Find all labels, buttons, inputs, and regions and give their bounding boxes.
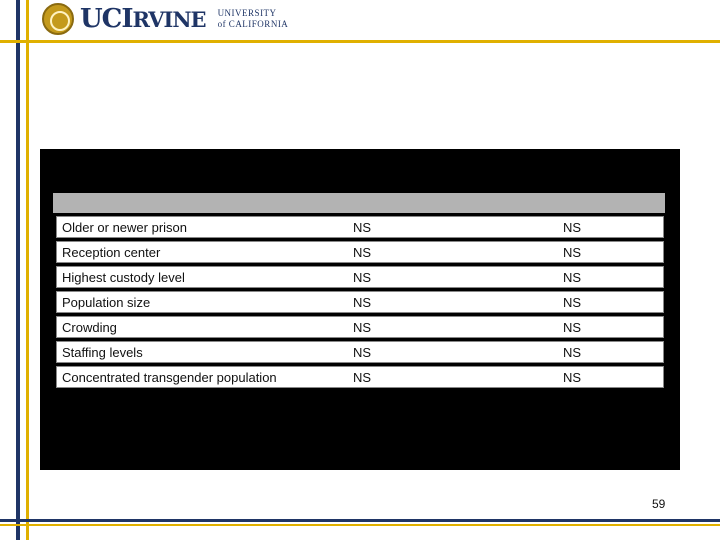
table-row [55, 316, 665, 339]
university-of-california-wordmark: UNIVERSITY of CALIFORNIA [217, 8, 289, 29]
row-value: NS [563, 219, 582, 235]
results-table [55, 216, 665, 389]
uci-logo [42, 3, 288, 35]
table-row [55, 341, 665, 364]
row-value: NS [353, 294, 372, 310]
row-value: NS [563, 244, 582, 260]
row-label: Older or newer prison [62, 219, 187, 235]
row-value: NS [563, 369, 582, 385]
row-value: NS [563, 269, 582, 285]
row-value: NS [353, 369, 372, 385]
uci-wordmark: UCIRVINE [80, 3, 206, 34]
row-value: NS [353, 319, 372, 335]
row-value: NS [353, 269, 372, 285]
bottom-blue-rule [0, 519, 720, 522]
left-blue-rule [16, 0, 20, 540]
row-label: Crowding [62, 319, 117, 335]
row-value: NS [353, 244, 372, 260]
table-row [55, 216, 665, 239]
table-header-bar [53, 193, 665, 213]
table-row [55, 241, 665, 264]
row-label: Population size [62, 294, 151, 310]
uci-seal-icon [42, 3, 74, 35]
row-label: Concentrated transgender population [62, 369, 277, 385]
left-gold-rule [26, 0, 29, 540]
table-row [55, 266, 665, 289]
row-value: NS [563, 294, 582, 310]
row-value: NS [563, 344, 582, 360]
table-row [55, 366, 665, 389]
top-gold-rule [0, 40, 720, 43]
table-row [55, 291, 665, 314]
row-label: Reception center [62, 244, 161, 260]
row-value: NS [353, 219, 372, 235]
bottom-gold-rule [0, 524, 720, 526]
row-label: Staffing levels [62, 344, 143, 360]
row-value: NS [563, 319, 582, 335]
row-label: Highest custody level [62, 269, 185, 285]
page-number: 59 [652, 497, 666, 511]
row-value: NS [353, 344, 372, 360]
